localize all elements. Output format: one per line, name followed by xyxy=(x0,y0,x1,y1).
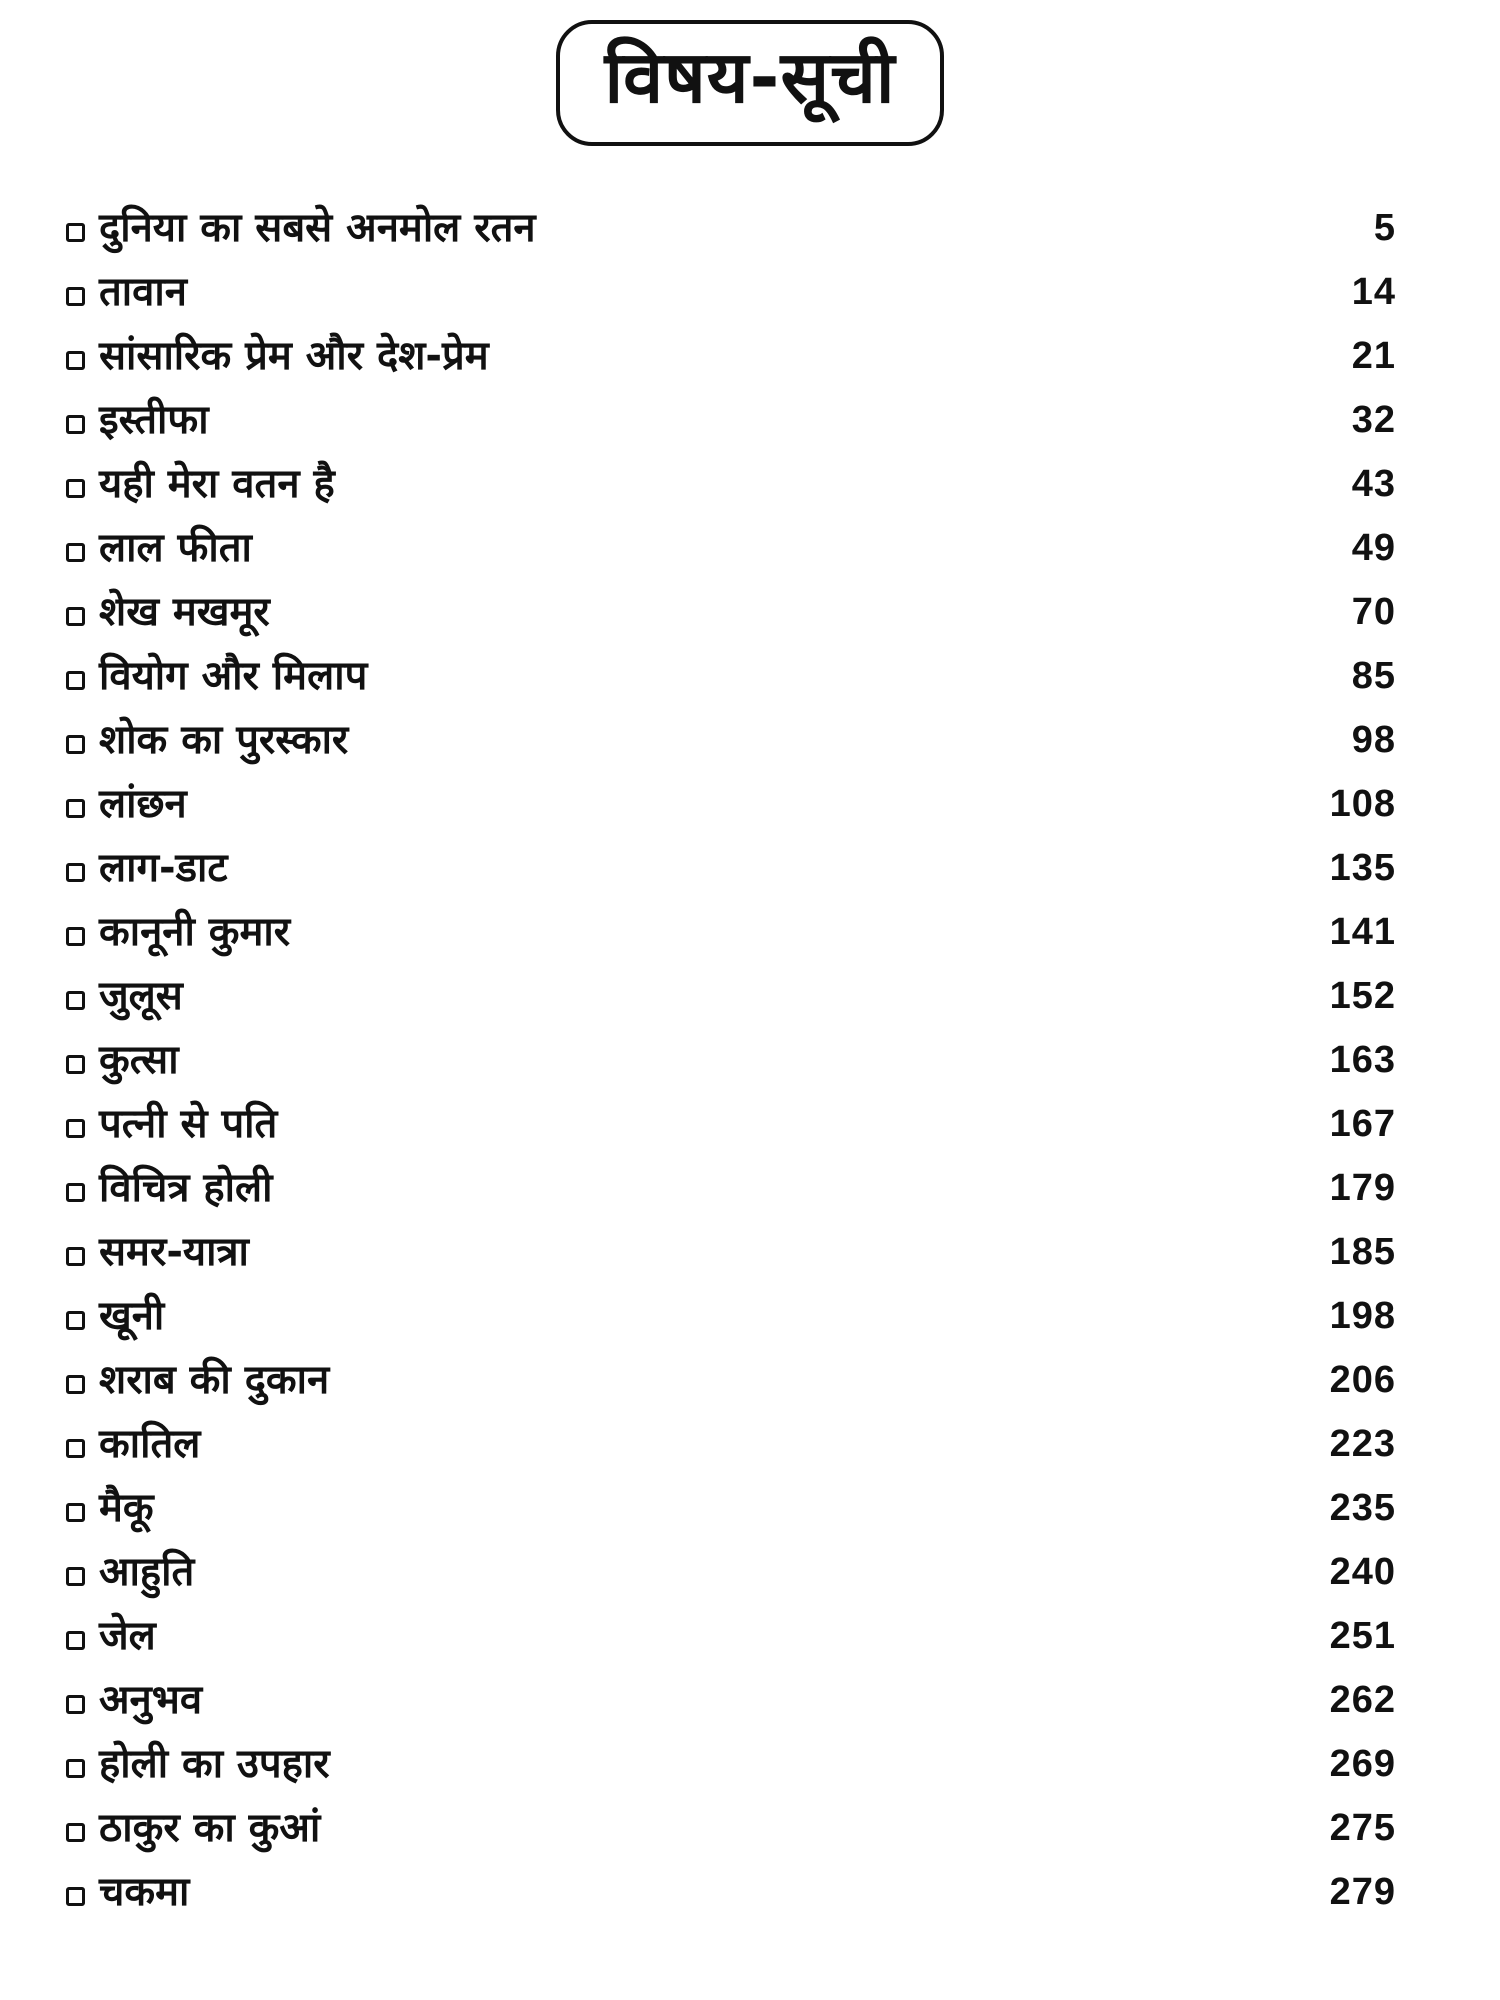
checkbox-bullet-icon xyxy=(66,287,85,306)
toc-entry-title: कुत्सा xyxy=(99,1037,179,1083)
toc-entry-page-number: 223 xyxy=(1329,1423,1396,1465)
toc-entry-page-number: 262 xyxy=(1329,1679,1396,1721)
toc-entry-title: शेख मखमूर xyxy=(99,589,270,635)
toc-entry xyxy=(66,516,1396,580)
table-of-contents xyxy=(66,196,1396,1924)
toc-entry-page-number: 185 xyxy=(1329,1231,1396,1273)
toc-entry-title: मैकू xyxy=(99,1485,154,1531)
toc-entry-title: समर-यात्रा xyxy=(99,1229,249,1275)
toc-entry xyxy=(66,580,1396,644)
toc-entry xyxy=(66,1796,1396,1860)
toc-entry xyxy=(66,1412,1396,1476)
toc-entry-page-number: 251 xyxy=(1329,1615,1396,1657)
checkbox-bullet-icon xyxy=(66,799,85,818)
toc-entry-title: अनुभव xyxy=(99,1677,203,1723)
checkbox-bullet-icon xyxy=(66,671,85,690)
checkbox-bullet-icon xyxy=(66,223,85,242)
checkbox-bullet-icon xyxy=(66,1311,85,1330)
toc-entry xyxy=(66,388,1396,452)
toc-entry-page-number: 43 xyxy=(1351,463,1396,505)
toc-entry-page-number: 279 xyxy=(1329,1871,1396,1913)
toc-entry-title: लाग-डाट xyxy=(99,845,228,891)
toc-entry-title: इस्तीफा xyxy=(99,397,209,443)
toc-entry xyxy=(66,1668,1396,1732)
toc-entry xyxy=(66,1540,1396,1604)
checkbox-bullet-icon xyxy=(66,351,85,370)
toc-entry-page-number: 179 xyxy=(1329,1167,1396,1209)
toc-entry-page-number: 135 xyxy=(1329,847,1396,889)
toc-entry-title: पत्नी से पति xyxy=(99,1101,278,1147)
checkbox-bullet-icon xyxy=(66,1247,85,1266)
toc-entry xyxy=(66,772,1396,836)
toc-entry-title: शोक का पुरस्कार xyxy=(99,717,349,763)
toc-entry xyxy=(66,196,1396,260)
toc-entry-page-number: 108 xyxy=(1329,783,1396,825)
toc-entry-title: तावान xyxy=(99,269,187,315)
checkbox-bullet-icon xyxy=(66,1375,85,1394)
toc-entry-title: यही मेरा वतन है xyxy=(99,461,335,507)
toc-entry-title: सांसारिक प्रेम और देश-प्रेम xyxy=(99,333,489,379)
toc-entry-page-number: 240 xyxy=(1329,1551,1396,1593)
checkbox-bullet-icon xyxy=(66,1055,85,1074)
toc-entry-page-number: 206 xyxy=(1329,1359,1396,1401)
checkbox-bullet-icon xyxy=(66,1119,85,1138)
toc-entry-page-number: 167 xyxy=(1329,1103,1396,1145)
toc-entry xyxy=(66,1028,1396,1092)
toc-entry-page-number: 269 xyxy=(1329,1743,1396,1785)
toc-entry-page-number: 163 xyxy=(1329,1039,1396,1081)
checkbox-bullet-icon xyxy=(66,607,85,626)
toc-entry xyxy=(66,452,1396,516)
toc-entry-page-number: 5 xyxy=(1373,207,1396,249)
toc-entry-title: लांछन xyxy=(99,781,187,827)
toc-entry xyxy=(66,1092,1396,1156)
toc-entry-page-number: 198 xyxy=(1329,1295,1396,1337)
toc-entry-title: आहुति xyxy=(99,1549,195,1595)
toc-entry xyxy=(66,900,1396,964)
page-title: विषय-सूची xyxy=(556,20,944,146)
checkbox-bullet-icon xyxy=(66,991,85,1010)
toc-entry-title: कातिल xyxy=(99,1421,201,1467)
checkbox-bullet-icon xyxy=(66,1759,85,1778)
toc-entry xyxy=(66,1860,1396,1924)
toc-entry-page-number: 85 xyxy=(1351,655,1396,697)
checkbox-bullet-icon xyxy=(66,1631,85,1650)
toc-entry xyxy=(66,1220,1396,1284)
toc-entry xyxy=(66,260,1396,324)
toc-entry-title: दुनिया का सबसे अनमोल रतन xyxy=(99,205,536,251)
checkbox-bullet-icon xyxy=(66,1887,85,1906)
checkbox-bullet-icon xyxy=(66,1183,85,1202)
checkbox-bullet-icon xyxy=(66,927,85,946)
toc-entry-page-number: 98 xyxy=(1351,719,1396,761)
toc-entry-title: जुलूस xyxy=(99,973,183,1019)
toc-entry-page-number: 21 xyxy=(1351,335,1396,377)
toc-entry-title: होली का उपहार xyxy=(99,1741,330,1787)
toc-entry-page-number: 141 xyxy=(1329,911,1396,953)
checkbox-bullet-icon xyxy=(66,1823,85,1842)
checkbox-bullet-icon xyxy=(66,1503,85,1522)
toc-entry-page-number: 32 xyxy=(1351,399,1396,441)
toc-entry-title: चकमा xyxy=(99,1869,190,1915)
toc-entry xyxy=(66,964,1396,1028)
checkbox-bullet-icon xyxy=(66,415,85,434)
toc-entry-title: जेल xyxy=(99,1613,156,1659)
checkbox-bullet-icon xyxy=(66,735,85,754)
checkbox-bullet-icon xyxy=(66,1567,85,1586)
checkbox-bullet-icon xyxy=(66,1695,85,1714)
heading-container xyxy=(0,20,1500,146)
toc-entry-title: खूनी xyxy=(99,1293,165,1339)
toc-entry-page-number: 275 xyxy=(1329,1807,1396,1849)
toc-entry xyxy=(66,1156,1396,1220)
toc-entry xyxy=(66,1284,1396,1348)
toc-entry-page-number: 14 xyxy=(1351,271,1396,313)
toc-entry-title: कानूनी कुमार xyxy=(99,909,291,955)
checkbox-bullet-icon xyxy=(66,863,85,882)
checkbox-bullet-icon xyxy=(66,479,85,498)
toc-entry-page-number: 70 xyxy=(1351,591,1396,633)
toc-entry xyxy=(66,1732,1396,1796)
toc-entry xyxy=(66,708,1396,772)
checkbox-bullet-icon xyxy=(66,543,85,562)
toc-entry-title: वियोग और मिलाप xyxy=(99,653,368,699)
toc-entry xyxy=(66,1476,1396,1540)
toc-entry-title: शराब की दुकान xyxy=(99,1357,330,1403)
checkbox-bullet-icon xyxy=(66,1439,85,1458)
toc-entry-page-number: 235 xyxy=(1329,1487,1396,1529)
toc-entry xyxy=(66,836,1396,900)
toc-entry xyxy=(66,1348,1396,1412)
toc-entry xyxy=(66,324,1396,388)
toc-entry-title: लाल फीता xyxy=(99,525,252,571)
toc-entry-title: विचित्र होली xyxy=(99,1165,273,1211)
toc-entry xyxy=(66,1604,1396,1668)
toc-entry-title: ठाकुर का कुआं xyxy=(99,1805,321,1851)
toc-entry-page-number: 152 xyxy=(1329,975,1396,1017)
toc-entry-page-number: 49 xyxy=(1351,527,1396,569)
toc-entry xyxy=(66,644,1396,708)
